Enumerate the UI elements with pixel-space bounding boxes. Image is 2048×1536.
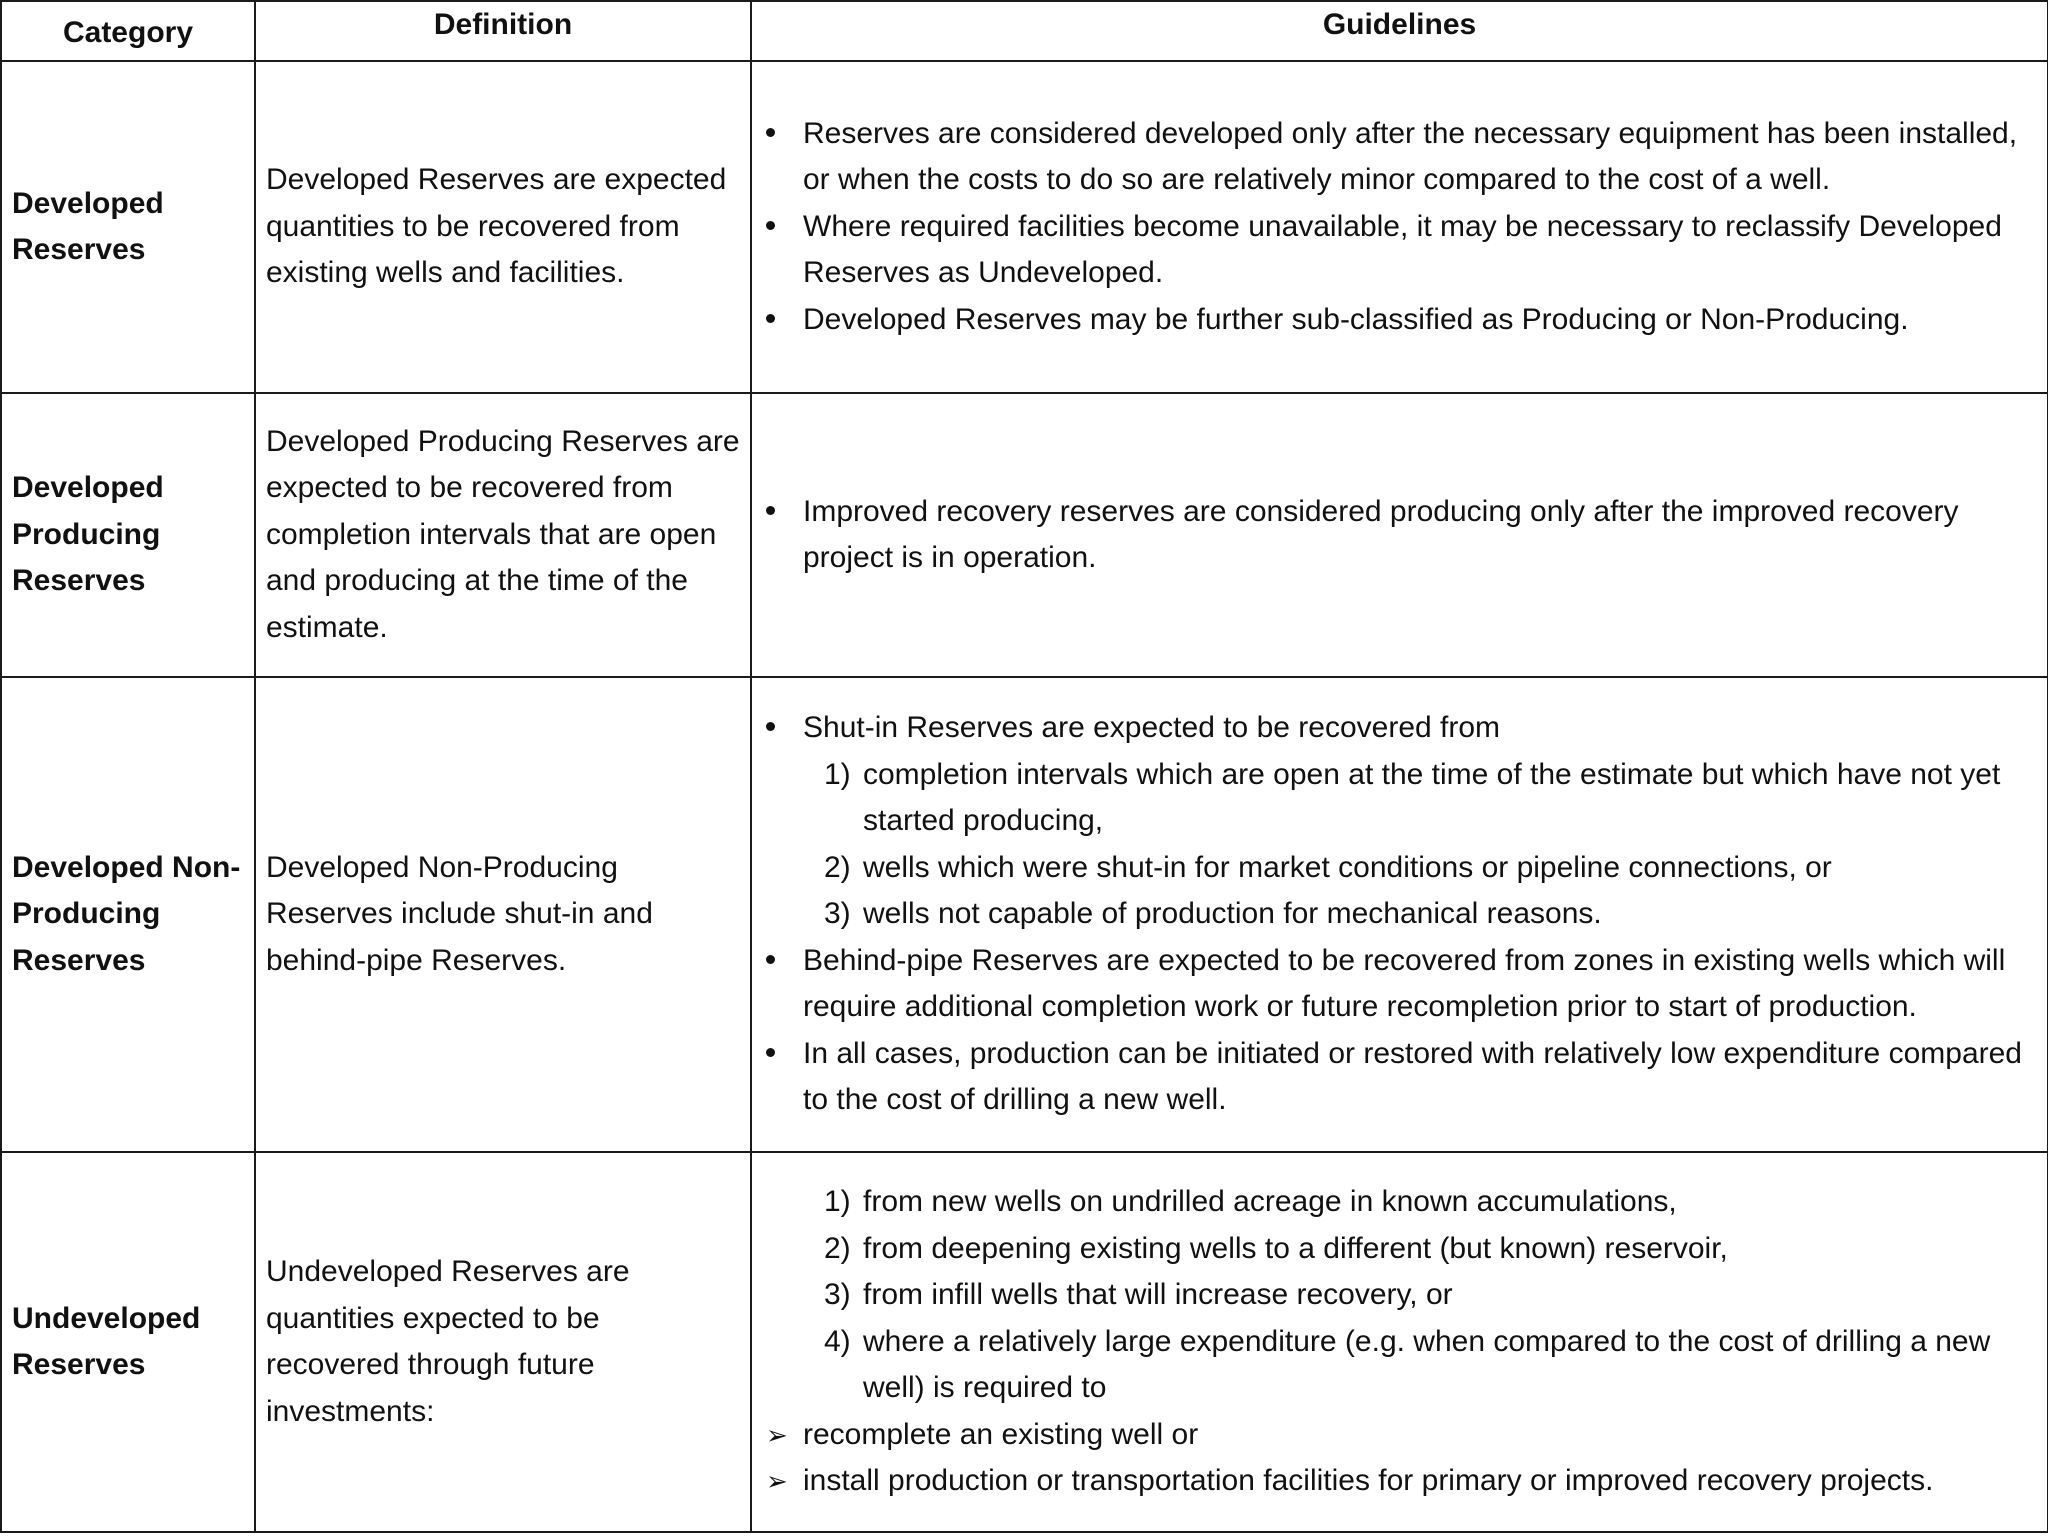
numbered-text: where a relatively large expenditure (e.g. when compared to the cost of drilling a new well) is required to [863,1324,1991,1405]
guideline-item [762,111,2039,204]
numbered-item [762,1226,2039,1273]
guidelines-cell [751,393,2048,677]
item-number: 4) [824,1324,851,1358]
numbered-text: completion intervals which are open at the time of the estimate but which have not yet started producing, [863,757,2001,838]
table-row [1,677,2048,1152]
numbered-list [762,752,2039,938]
bullet-icon [766,297,794,344]
arrow-bullet-icon: ➢ [766,1419,788,1450]
bullet-icon [766,489,794,536]
numbered-text: wells not capable of production for mechanical reasons. [863,897,1602,931]
arrow-item [762,1458,2039,1505]
numbered-item [762,1179,2039,1226]
guidelines-cell [751,61,2048,393]
numbered-item [762,752,2039,845]
numbered-item [762,1319,2039,1412]
definition-cell: Developed Producing Reserves are expected to be recovered from completion intervals that are open and producing at the time of the estimate. [255,393,751,677]
guideline-item [762,489,2039,582]
guideline-text: Reserves are considered developed only after the necessary equipment has been installed, or when the costs to do so are relatively minor compared to the cost of a well. [803,116,2018,197]
guideline-item [762,938,2039,1031]
header-definition: Definition [255,1,751,61]
guidelines-list [762,111,2039,344]
numbered-item [762,845,2039,892]
bullet-icon [766,204,794,251]
item-number: 2) [824,850,851,884]
definition-cell: Undeveloped Reserves are quantities expected to be recovered through future investments: [255,1152,751,1532]
guideline-item [762,297,2039,344]
numbered-text: from deepening existing wells to a different (but known) reservoir, [863,1231,1728,1265]
guidelines-cell [751,677,2048,1152]
item-number: 3) [824,1278,851,1312]
numbered-text: wells which were shut-in for market conditions or pipeline connections, or [863,850,1832,884]
header-category: Category [1,1,255,61]
item-number: 1) [824,757,851,791]
category-cell: Undeveloped Reserves [1,1152,255,1532]
category-cell: Developed Reserves [1,61,255,393]
guidelines-cell [751,1152,2048,1532]
guideline-text: Improved recovery reserves are considered producing only after the improved recovery project is in operation. [803,494,1959,574]
category-cell: Developed Non-Producing Reserves [1,677,255,1152]
guideline-item [762,1031,2039,1124]
bullet-icon [766,1031,794,1078]
table-row [1,393,2048,677]
table-row [1,1152,2048,1532]
item-number: 1) [824,1185,851,1219]
guideline-text: Where required facilities become unavailable, it may be necessary to reclassify Developed Reserves as Undeveloped. [803,209,2002,290]
numbered-text: from infill wells that will increase recovery, or [863,1278,1453,1312]
guideline-item [762,705,2039,752]
arrow-item [762,1412,2039,1459]
guidelines-list [762,489,2039,582]
guideline-text: In all cases, production can be initiated or restored with relatively low expenditure compared to the cost of drilling a new well. [803,1036,2022,1117]
arrow-bullet-icon: ➢ [766,1466,788,1497]
guideline-text: Behind-pipe Reserves are expected to be recovered from zones in existing wells which will require additional completion work or future recompletion prior to start of production. [803,943,2006,1024]
arrow-text: recomplete an existing well or [803,1417,1199,1451]
arrow-text: install production or transportation facilities for primary or improved recovery projects. [803,1464,1934,1498]
table-header-row [1,1,2048,61]
arrow-list [762,1412,2039,1505]
bullet-icon [766,705,794,752]
numbered-item [762,891,2039,938]
header-guidelines: Guidelines [751,1,2048,61]
guidelines-list [762,938,2039,1124]
definition-cell: Developed Non-Producing Reserves include shut-in and behind-pipe Reserves. [255,677,751,1152]
category-cell: Developed Producing Reserves [1,393,255,677]
bullet-icon [766,938,794,985]
guideline-item [762,204,2039,297]
item-number: 3) [824,897,851,931]
numbered-text: from new wells on undrilled acreage in known accumulations, [863,1185,1677,1219]
numbered-item [762,1272,2039,1319]
table-row [1,61,2048,393]
guidelines-list [762,705,2039,752]
bullet-icon [766,111,794,158]
definition-cell: Developed Reserves are expected quantities to be recovered from existing wells and facilities. [255,61,751,393]
guideline-text: Developed Reserves may be further sub-classified as Producing or Non-Producing. [803,302,1909,336]
item-number: 2) [824,1231,851,1265]
guideline-text: Shut-in Reserves are expected to be recovered from [803,711,1501,745]
numbered-list [762,1179,2039,1412]
